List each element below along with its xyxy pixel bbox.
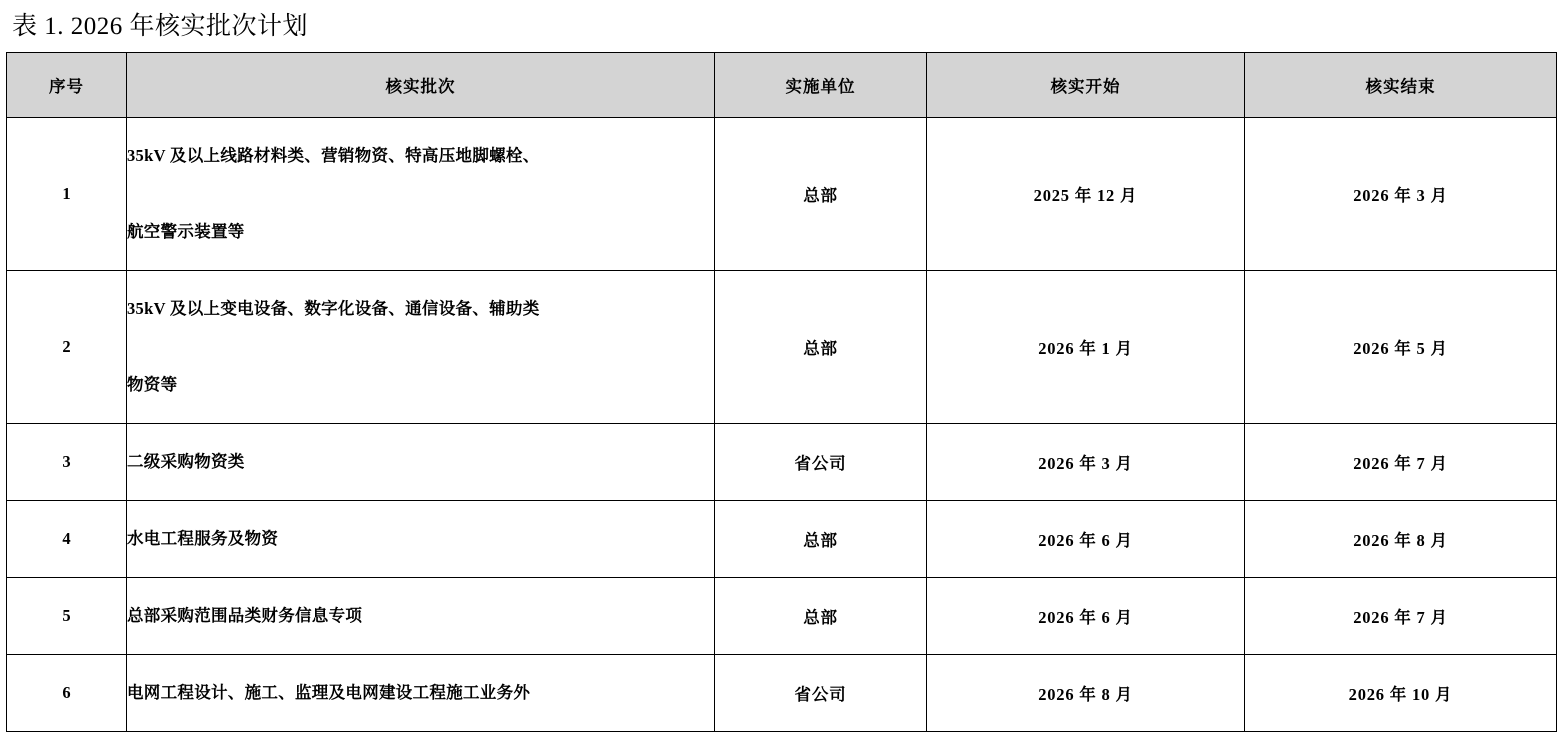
table-row bbox=[7, 271, 1557, 424]
cell-start: 2026 年 3 月 bbox=[927, 424, 1245, 501]
cell-unit: 总部 bbox=[715, 271, 927, 424]
cell-batch-line1: 水电工程服务及物资 bbox=[127, 529, 279, 548]
column-header-seq: 序号 bbox=[7, 53, 127, 118]
table-header-row bbox=[7, 53, 1557, 118]
cell-start: 2026 年 1 月 bbox=[927, 271, 1245, 424]
cell-batch bbox=[127, 501, 715, 578]
cell-batch-line2: 物资等 bbox=[127, 375, 178, 394]
cell-end: 2026 年 8 月 bbox=[1245, 501, 1557, 578]
cell-start: 2026 年 8 月 bbox=[927, 655, 1245, 732]
cell-start: 2026 年 6 月 bbox=[927, 578, 1245, 655]
cell-unit: 省公司 bbox=[715, 424, 927, 501]
cell-end: 2026 年 10 月 bbox=[1245, 655, 1557, 732]
cell-batch-line1: 电网工程设计、施工、监理及电网建设工程施工业务外 bbox=[127, 683, 531, 702]
table-header bbox=[7, 53, 1557, 118]
cell-seq: 5 bbox=[7, 578, 127, 655]
table-body bbox=[7, 118, 1557, 732]
column-header-end: 核实结束 bbox=[1245, 53, 1557, 118]
cell-batch bbox=[127, 118, 715, 271]
table-row bbox=[7, 655, 1557, 732]
cell-batch bbox=[127, 271, 715, 424]
column-header-batch: 核实批次 bbox=[127, 53, 715, 118]
table-row bbox=[7, 118, 1557, 271]
cell-seq: 1 bbox=[7, 118, 127, 271]
cell-batch-line2: 航空警示装置等 bbox=[127, 222, 245, 241]
cell-batch bbox=[127, 424, 715, 501]
cell-batch-line1: 二级采购物资类 bbox=[127, 452, 245, 471]
cell-unit: 总部 bbox=[715, 501, 927, 578]
column-header-unit: 实施单位 bbox=[715, 53, 927, 118]
cell-seq: 4 bbox=[7, 501, 127, 578]
cell-batch bbox=[127, 578, 715, 655]
cell-start: 2026 年 6 月 bbox=[927, 501, 1245, 578]
cell-end: 2026 年 7 月 bbox=[1245, 424, 1557, 501]
cell-end: 2026 年 7 月 bbox=[1245, 578, 1557, 655]
cell-batch-line1: 35kV 及以上线路材料类、营销物资、特高压地脚螺栓、 bbox=[127, 146, 540, 165]
column-header-start: 核实开始 bbox=[927, 53, 1245, 118]
table-row bbox=[7, 501, 1557, 578]
cell-unit: 总部 bbox=[715, 578, 927, 655]
cell-seq: 3 bbox=[7, 424, 127, 501]
cell-batch-line1: 35kV 及以上变电设备、数字化设备、通信设备、辅助类 bbox=[127, 299, 540, 318]
cell-batch-line1: 总部采购范围品类财务信息专项 bbox=[127, 606, 363, 625]
table-row bbox=[7, 424, 1557, 501]
verification-batch-plan-table bbox=[6, 52, 1557, 732]
cell-end: 2026 年 3 月 bbox=[1245, 118, 1557, 271]
table-row bbox=[7, 578, 1557, 655]
cell-unit: 省公司 bbox=[715, 655, 927, 732]
cell-seq: 6 bbox=[7, 655, 127, 732]
cell-batch bbox=[127, 655, 715, 732]
cell-end: 2026 年 5 月 bbox=[1245, 271, 1557, 424]
cell-start: 2025 年 12 月 bbox=[927, 118, 1245, 271]
table-caption: 表 1. 2026 年核实批次计划 bbox=[12, 13, 309, 40]
cell-seq: 2 bbox=[7, 271, 127, 424]
cell-unit: 总部 bbox=[715, 118, 927, 271]
